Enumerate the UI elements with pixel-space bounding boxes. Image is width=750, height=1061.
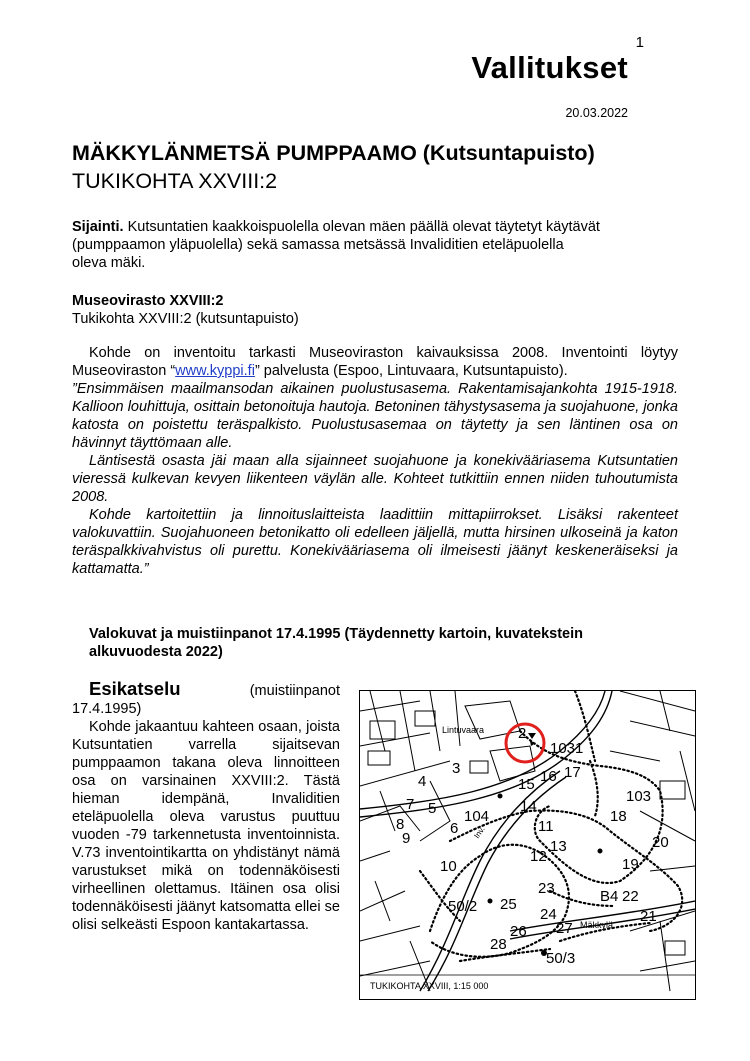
map-label: 17: [564, 764, 581, 781]
place-makkyla: Mäkkylä: [580, 920, 614, 930]
intro-text: Kohde on inventoitu tarkasti Museoviraston kaivauksissa 2008. Inventointi löytyy Museoviraston “: [72, 345, 678, 379]
road-label: Inv.: [472, 824, 487, 841]
map-label: 16: [540, 768, 557, 785]
map-label: 15: [518, 776, 535, 793]
map-label: 26: [510, 923, 527, 940]
page-title: MÄKKYLÄNMETSÄ PUMPPAAMO (Kutsuntapuisto): [72, 141, 595, 165]
map-label: 103: [626, 788, 652, 805]
map-label: 27: [556, 920, 573, 937]
map-label: 1031: [550, 740, 584, 757]
preliminary-note: (muistiinpanot 17.4.1995): [72, 683, 340, 717]
fortification-map: [359, 690, 696, 1000]
map-label: 50/2: [448, 898, 478, 915]
photos-heading: Valokuvat ja muistiinpanot 17.4.1995 (Täydennetty kartoin, kuvatekstein alkuvuodesta 2022): [89, 626, 583, 660]
location-paragraph: [72, 218, 632, 272]
map-label: 3: [452, 760, 461, 777]
page-subtitle: TUKIKOHTA XXVIII:2: [72, 169, 278, 193]
map-label: 21: [640, 908, 657, 925]
map-label: 19: [622, 856, 639, 873]
map-drawing: [360, 691, 695, 999]
map-label: B4: [600, 888, 619, 905]
map-label: 25: [500, 896, 517, 913]
map-label: 9: [402, 830, 411, 847]
quote-paragraph-2: Läntisestä osasta jäi maan alla sijainneet suojahuone ja konekivääriasema Kutsuntatien vieressä kulkevan kevyen liikenteen väylän alle. Kohteet tutkittiin ennen niiden tuhoutumista 2008.: [72, 453, 678, 505]
inventory-intro: [72, 344, 678, 380]
preliminary-text: Kohde jakaantuu kahteen osaan, joista Kutsuntatien varrella sijaitsevan pumppaamon takana oleva linnoitteen osa on varsinainen XXVIII:2. Tästä hieman idempänä, Invaliditien eteläpuolella oleva varustus puuttuu vuoden -79 tarkennetusta inventoinnista. V.73 inventointikartta on yhdistänyt nämä varustukset mikä on todennäköisesti virheellinen olettamus. Itäinen osa olisi todennäköisesti jäänyt katsomatta ellei se olisi selkeästi Espoon kantakartassa.: [72, 719, 340, 933]
map-label: 22: [622, 888, 639, 905]
map-label: 23: [538, 880, 555, 897]
map-label: 104: [464, 808, 490, 825]
location-text-3: oleva mäki.: [72, 255, 146, 271]
map-label: 50/3: [546, 950, 576, 967]
location-text-1: Kutsuntatien kaakkoispuolella olevan mäen päällä olevat täytetyt käytävät: [123, 219, 600, 235]
location-label: Sijainti.: [72, 219, 124, 235]
quote-paragraph-1: ”Ensimmäisen maailmansodan aikainen puolustusasema. Rakentamisajankohta 1915-1918. Kallioon louhittuja, osittain betonoituja hautoja. Betoninen tähystysasema ja suojahuone, jonka katosta on poistettu teräspalkisto. Puolustusasemaa on täytetty ja sen läntinen osa on hävinnyt täyttömaan alle.: [72, 381, 678, 451]
quote-paragraph-3: Kohde kartoitettiin ja linnoituslaitteista laadittiin mittapiirrokset. Lisäksi rakenteet valokuvattiin. Suojahuoneen betonikatto oli edelleen jäljellä, mutta hirsinen ulkoseinä ja katon teräspalkkivahvistus oli purettu. Konekivääriasema oli ilmeisesti jäänyt keskeneräiseksi ja kattamatta.”: [72, 507, 678, 577]
intro-text-end: ” palvelusta (Espoo, Lintuvaara, Kutsuntapuisto).: [254, 363, 568, 379]
map-label: 6: [450, 820, 459, 837]
map-label: 24: [540, 906, 557, 923]
document-title: Vallitukset: [471, 50, 628, 85]
document-date: 20.03.2022: [565, 106, 628, 120]
map-label: 18: [610, 808, 627, 825]
map-label: 7: [406, 796, 415, 813]
map-label: 8: [396, 816, 405, 833]
map-label: 5: [428, 800, 437, 817]
page-number: 1: [635, 34, 644, 51]
museovirasto-section: [72, 292, 632, 328]
location-text-2: (pumppaamon yläpuolella) sekä samassa metsässä Invaliditien eteläpuolella: [72, 237, 564, 253]
preliminary-title: Esikatselu: [89, 678, 181, 699]
preliminary-section: [72, 680, 340, 934]
map-label: 14: [520, 798, 537, 815]
kyppi-link[interactable]: www.kyppi.fi: [175, 363, 255, 379]
place-lintuvaara: Lintuvaara: [442, 725, 485, 735]
museovirasto-subheading: Tukikohta XXVIII:2 (kutsuntapuisto): [72, 311, 299, 327]
map-label: 13: [550, 838, 567, 855]
map-label: 20: [652, 834, 669, 851]
map-label: 4: [418, 773, 427, 790]
map-label: 11: [538, 818, 554, 835]
map-caption: TUKIKOHTA XXVIII, 1:15 000: [370, 981, 489, 991]
map-label: 10: [440, 858, 457, 875]
map-label: 12: [530, 848, 547, 865]
inventory-text: [72, 344, 678, 578]
map-label: 28: [490, 936, 507, 953]
museovirasto-heading: Museovirasto XXVIII:2: [72, 293, 224, 309]
map-label: 2: [518, 725, 527, 742]
